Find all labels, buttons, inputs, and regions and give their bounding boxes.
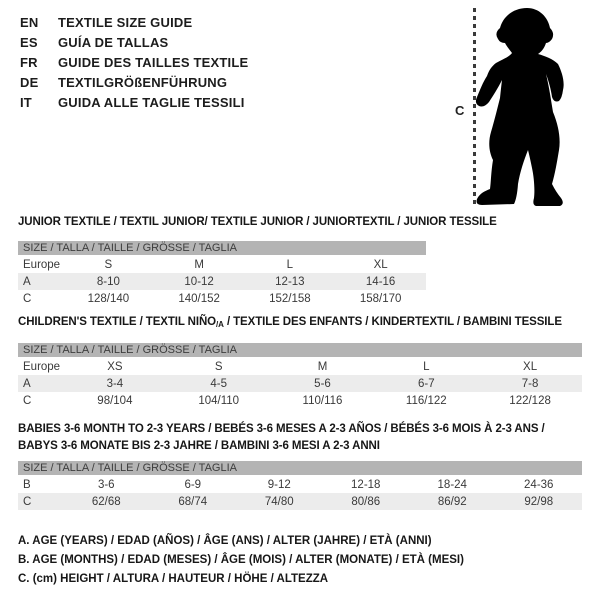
table-row	[18, 375, 582, 392]
babies-table	[18, 461, 582, 510]
children-title-sub: /A	[216, 320, 224, 329]
babies-title-line2: BABYS 3-6 MONATE BIS 2-3 JAHRE / BAMBINI 3-6 MESI A 2-3 ANNI	[18, 440, 380, 452]
size-value-cell: 74/80	[264, 495, 294, 508]
size-value-cell: M	[317, 360, 328, 373]
footnote-line: B. AGE (MONTHS) / EDAD (MESES) / ÂGE (MOIS) / ALTER (MONATE) / ETÀ (MESI)	[18, 554, 464, 566]
size-header-bar: SIZE / TALLA / TAILLE / GRÖSSE / TAGLIA	[18, 241, 426, 255]
size-value-cell: 110/116	[302, 394, 343, 407]
children-table-title	[18, 316, 562, 329]
language-label: TEXTILE SIZE GUIDE	[58, 15, 193, 30]
size-value-cell: 10-12	[184, 275, 214, 288]
size-value-cell: 152/158	[269, 292, 311, 305]
language-label: GUIDA ALLE TAGLIE TESSILI	[58, 95, 245, 110]
size-value-cell: S	[214, 360, 223, 373]
footnote-line: C. (cm) HEIGHT / ALTURA / HAUTEUR / HÖHE / ALTEZZA	[18, 573, 329, 585]
size-value-cell: 80/86	[351, 495, 381, 508]
language-code: IT	[20, 95, 32, 110]
size-value-cell: 158/170	[359, 292, 402, 305]
babies-table-title	[18, 421, 578, 455]
language-row	[20, 13, 248, 33]
language-row	[20, 93, 248, 113]
size-value-cell: 116/122	[405, 394, 447, 407]
size-header-bar: SIZE / TALLA / TAILLE / GRÖSSE / TAGLIA	[18, 343, 582, 357]
size-value-cell: M	[194, 258, 204, 271]
size-value-cell: 86/92	[437, 495, 467, 508]
size-value-cell: 3-6	[97, 478, 115, 491]
size-value-cell: 14-16	[365, 275, 396, 288]
row-label-cell: Europe	[23, 360, 61, 373]
size-value-cell: L	[286, 258, 294, 271]
size-value-cell: 8-10	[96, 275, 120, 288]
size-value-cell: XL	[523, 360, 538, 373]
size-value-cell: L	[423, 360, 430, 373]
size-value-cell: 9-12	[267, 478, 291, 491]
size-value-cell: 12-13	[275, 275, 305, 288]
size-value-cell: 122/128	[509, 394, 551, 407]
children-table	[18, 343, 582, 409]
size-value-cell: S	[104, 258, 113, 271]
row-label-cell: Europe	[23, 258, 61, 271]
row-label-cell: A	[23, 275, 31, 288]
language-guide	[20, 13, 248, 113]
language-row	[20, 33, 248, 53]
row-label-cell: C	[23, 292, 32, 305]
children-size-table	[18, 358, 582, 409]
table-row	[18, 358, 582, 375]
size-value-cell: 4-5	[210, 377, 227, 390]
table-row	[18, 392, 582, 409]
table-row	[18, 493, 582, 510]
measure-label-c: C	[455, 103, 465, 118]
size-value-cell: 128/140	[87, 292, 130, 305]
language-row	[20, 53, 248, 73]
babies-size-table	[18, 476, 582, 510]
size-value-cell: XS	[107, 360, 123, 373]
size-value-cell: 140/152	[178, 292, 220, 305]
size-value-cell: 104/110	[198, 394, 240, 407]
size-value-cell: 6-7	[417, 377, 435, 390]
table-row	[18, 256, 426, 273]
size-value-cell: 7-8	[521, 377, 539, 390]
row-label-cell: C	[23, 394, 32, 407]
row-label-cell: A	[23, 377, 31, 390]
size-header-bar: SIZE / TALLA / TAILLE / GRÖSSE / TAGLIA	[18, 461, 582, 475]
language-label: GUÍA DE TALLAS	[58, 35, 169, 50]
footnotes	[18, 532, 464, 589]
size-value-cell: 98/104	[97, 394, 133, 407]
size-value-cell: 18-24	[437, 478, 467, 491]
size-value-cell: XL	[373, 258, 388, 271]
size-value-cell: 92/98	[524, 495, 554, 508]
row-label-cell: C	[23, 495, 32, 508]
language-code: DE	[20, 75, 39, 90]
row-label-cell: B	[23, 478, 31, 491]
size-value-cell: 24-36	[524, 478, 554, 491]
table-row	[18, 290, 426, 307]
language-code: FR	[20, 55, 38, 70]
size-value-cell: 6-9	[184, 478, 202, 491]
children-title-main: CHILDREN'S TEXTILE / TEXTIL NIÑO	[18, 316, 217, 328]
language-label: TEXTILGRÖßENFÜHRUNG	[58, 75, 228, 90]
size-value-cell: 3-4	[106, 377, 124, 390]
size-value-cell: 68/74	[178, 495, 208, 508]
junior-table	[18, 241, 426, 307]
junior-size-table	[18, 256, 426, 307]
babies-title-line1: BABIES 3-6 MONTH TO 2-3 YEARS / BEBÉS 3-6 MESES A 2-3 AÑOS / BÉBÉS 3-6 MOIS À 2-3 ANS /	[18, 423, 545, 435]
language-code: ES	[20, 35, 38, 50]
language-row	[20, 73, 248, 93]
junior-table-title: JUNIOR TEXTILE / TEXTIL JUNIOR/ TEXTILE JUNIOR / JUNIORTEXTIL / JUNIOR TESSILE	[18, 216, 497, 228]
baby-silhouette-icon	[472, 2, 578, 210]
footnote-line: A. AGE (YEARS) / EDAD (AÑOS) / ÂGE (ANS) / ALTER (JAHRE) / ETÀ (ANNI)	[18, 535, 432, 547]
table-row	[18, 273, 426, 290]
size-value-cell: 12-18	[351, 478, 381, 491]
language-label: GUIDE DES TAILLES TEXTILE	[58, 55, 249, 70]
children-title-rest: / TEXTILE DES ENFANTS / KINDERTEXTIL / BAMBINI TESSILE	[223, 316, 562, 328]
size-value-cell: 62/68	[91, 495, 121, 508]
table-row	[18, 476, 582, 493]
language-code: EN	[20, 15, 39, 30]
size-value-cell: 5-6	[314, 377, 331, 390]
